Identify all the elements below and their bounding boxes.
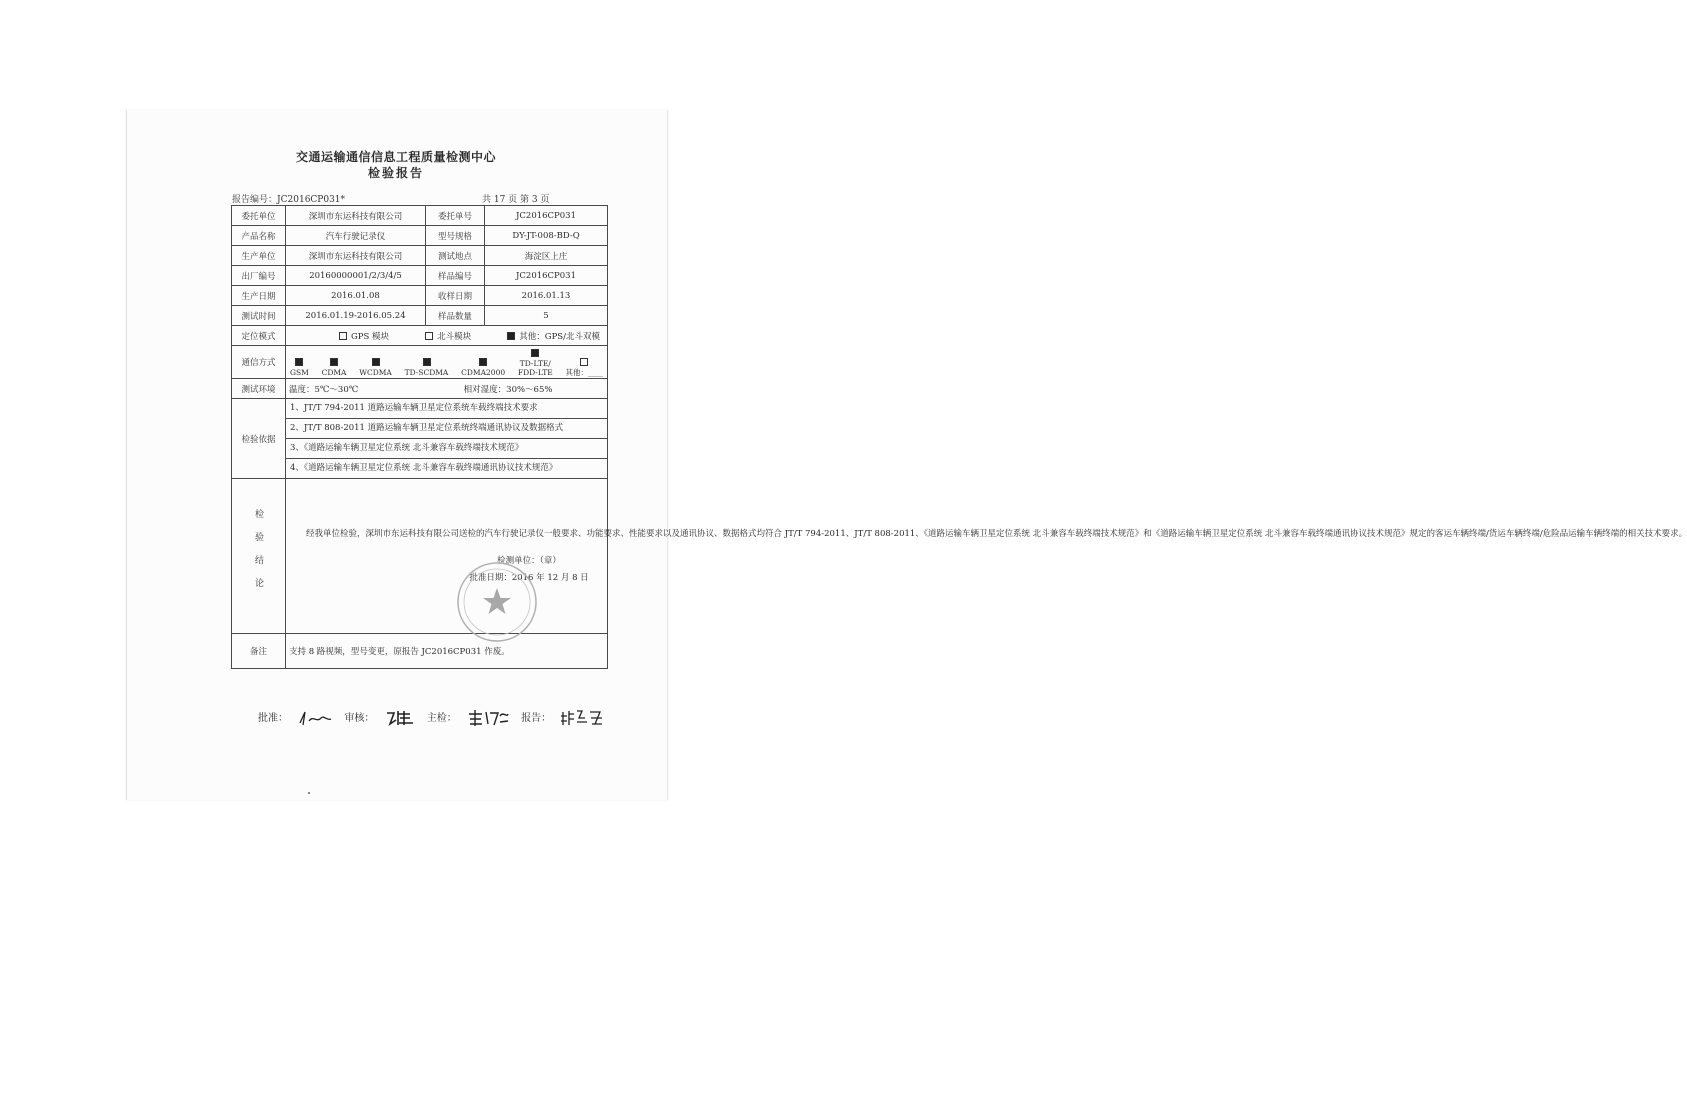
conclusion-cell bbox=[286, 479, 1687, 634]
communication-option-label: GSM bbox=[290, 368, 309, 377]
communication-option-label: WCDMA bbox=[359, 368, 392, 377]
positioning-other-option: 其他：GPS/北斗双模 bbox=[507, 330, 600, 342]
report-label: 报告： bbox=[521, 712, 552, 724]
table-row bbox=[232, 326, 608, 346]
communication-option bbox=[405, 358, 449, 377]
table-row bbox=[232, 266, 608, 286]
basis-list bbox=[286, 399, 608, 479]
communication-label: 通信方式 bbox=[232, 346, 286, 379]
positioning-label: 定位模式 bbox=[232, 326, 286, 346]
product-value: 汽车行驶记录仪 bbox=[286, 226, 426, 246]
inspector-line: 检测单位：（章） bbox=[497, 555, 561, 566]
communication-options bbox=[286, 346, 608, 379]
client-value: 深圳市东运科技有限公司 bbox=[286, 206, 426, 226]
checkbox-checked bbox=[330, 358, 338, 366]
basis-label: 检验依据 bbox=[232, 399, 286, 479]
positioning-bd-option: 北斗模块 bbox=[425, 330, 471, 342]
basis-item: 4、《道路运输车辆卫星定位系统 北斗兼容车载终端通讯协议技术规范》 bbox=[290, 463, 558, 473]
page-info: 共 17 页 第 3 页 bbox=[482, 195, 550, 205]
communication-option-label: TD-LTE/ FDD-LTE bbox=[517, 359, 553, 377]
scan-speck bbox=[308, 792, 310, 794]
checkbox-checked bbox=[295, 358, 303, 366]
approver-signature bbox=[297, 709, 333, 727]
communication-option-label: CDMA2000 bbox=[461, 368, 506, 377]
maker-value: 深圳市东运科技有限公司 bbox=[286, 246, 426, 266]
sample-no-label: 样品编号 bbox=[426, 266, 485, 286]
model-value: DY-JT-008-BD-Q bbox=[485, 226, 608, 246]
recv-date-label: 收样日期 bbox=[426, 286, 485, 306]
table-row bbox=[232, 379, 608, 399]
prod-date-label: 生产日期 bbox=[232, 286, 286, 306]
communication-option-label: TD-SCDMA bbox=[404, 368, 449, 377]
reviewer-signature bbox=[384, 708, 416, 728]
location-label: 测试地点 bbox=[426, 246, 485, 266]
table-row bbox=[232, 479, 608, 634]
report-number-value: JC2016CP031* bbox=[277, 195, 346, 205]
report-center-title: 交通运输通信信息工程质量检测中心 bbox=[295, 150, 496, 164]
humidity-text: 相对湿度：30%～65% bbox=[463, 384, 553, 395]
conclusion-text: 经我单位检验，深圳市东运科技有限公司送检的汽车行驶记录仪一般要求、功能要求、性能要求以及通讯协议、数据格式均符合 JT/T 794-2011、JT/T 808-2011、《道路运输车辆卫星定位系统 北斗兼容车载终端技术规范》和《道路运输车辆卫星定位系统 北斗兼容车载终端通讯协议技术规范》规定的客运车辆终端/货运车辆终端/危险品运输车辆终端的相关技术要求。 bbox=[306, 528, 1687, 539]
basis-item: 3、《道路运输车辆卫星定位系统 北斗兼容车载终端技术规范》 bbox=[286, 439, 607, 459]
remark-text: 支持 8 路视频，型号变更，原报告 JC2016CP031 作废。 bbox=[286, 634, 608, 669]
order-no-value: JC2016CP031 bbox=[485, 206, 608, 226]
qty-value: 5 bbox=[485, 306, 608, 326]
communication-option bbox=[290, 358, 309, 377]
conclusion-label: 检验结论 bbox=[253, 508, 263, 601]
serial-label: 出厂编号 bbox=[232, 266, 286, 286]
model-label: 型号规格 bbox=[426, 226, 485, 246]
product-label: 产品名称 bbox=[232, 226, 286, 246]
approve-date-line: 批准日期：2016 年 12 月 8 日 bbox=[469, 572, 589, 583]
table-row bbox=[232, 346, 608, 379]
checkbox-checked bbox=[372, 358, 380, 366]
location-value: 海淀区上庄 bbox=[485, 246, 608, 266]
table-row bbox=[232, 399, 608, 479]
approve-label: 批准： bbox=[258, 712, 288, 724]
table-row bbox=[232, 286, 608, 306]
reporter-signature bbox=[560, 708, 604, 728]
qty-label: 样品数量 bbox=[426, 306, 485, 326]
gps-checkbox bbox=[339, 332, 347, 340]
positioning-options bbox=[286, 326, 608, 346]
client-label: 委托单位 bbox=[232, 206, 286, 226]
table-row bbox=[232, 226, 608, 246]
test-time-label: 测试时间 bbox=[232, 306, 286, 326]
recv-date-value: 2016.01.13 bbox=[485, 286, 608, 306]
serial-value: 20160000001/2/3/4/5 bbox=[286, 266, 426, 286]
table-row bbox=[232, 246, 608, 266]
checkbox-checked bbox=[423, 358, 431, 366]
report-title: 检验报告 bbox=[367, 166, 424, 180]
table-row bbox=[232, 634, 608, 669]
environment-values bbox=[286, 379, 608, 399]
communication-option bbox=[322, 358, 347, 377]
communication-option bbox=[565, 358, 603, 377]
communication-option-label: 其他：____ bbox=[565, 368, 603, 377]
report-number bbox=[232, 192, 345, 205]
table-row bbox=[232, 306, 608, 326]
remark-label: 备注 bbox=[232, 634, 286, 669]
prod-date-value: 2016.01.08 bbox=[286, 286, 426, 306]
communication-option bbox=[359, 358, 392, 377]
table-row bbox=[232, 206, 608, 226]
checkbox-checked bbox=[479, 358, 487, 366]
temperature-text: 温度：5℃～30℃ bbox=[289, 384, 359, 395]
communication-option bbox=[518, 349, 553, 377]
basis-item: 1、JT/T 794-2011 道路运输车辆卫星定位系统车载终端技术要求 bbox=[286, 399, 607, 419]
sample-no-value: JC2016CP031 bbox=[485, 266, 608, 286]
communication-list bbox=[286, 347, 607, 377]
test-time-value: 2016.01.19-2016.05.24 bbox=[286, 306, 426, 326]
order-no-label: 委托单号 bbox=[426, 206, 485, 226]
review-label: 审核： bbox=[344, 712, 375, 724]
checkbox-unchecked bbox=[580, 358, 588, 366]
communication-option-label: CDMA bbox=[321, 368, 347, 377]
bd-checkbox bbox=[425, 332, 433, 340]
other-checkbox-checked bbox=[507, 332, 515, 340]
conclusion-label-cell bbox=[232, 479, 286, 634]
signature-row bbox=[258, 708, 612, 728]
report-table bbox=[231, 205, 1687, 669]
main-inspector-signature bbox=[466, 708, 510, 728]
checkbox-checked bbox=[531, 349, 539, 357]
basis-item: 2、JT/T 808-2011 道路运输车辆卫星定位系统终端通讯协议及数据格式 bbox=[286, 419, 607, 439]
positioning-gps-option: GPS 模块 bbox=[339, 330, 389, 342]
main-check-label: 主检： bbox=[426, 712, 457, 724]
environment-label: 测试环境 bbox=[232, 379, 286, 399]
maker-label: 生产单位 bbox=[232, 246, 286, 266]
communication-option bbox=[461, 358, 505, 377]
report-number-label: 报告编号： bbox=[232, 195, 278, 205]
